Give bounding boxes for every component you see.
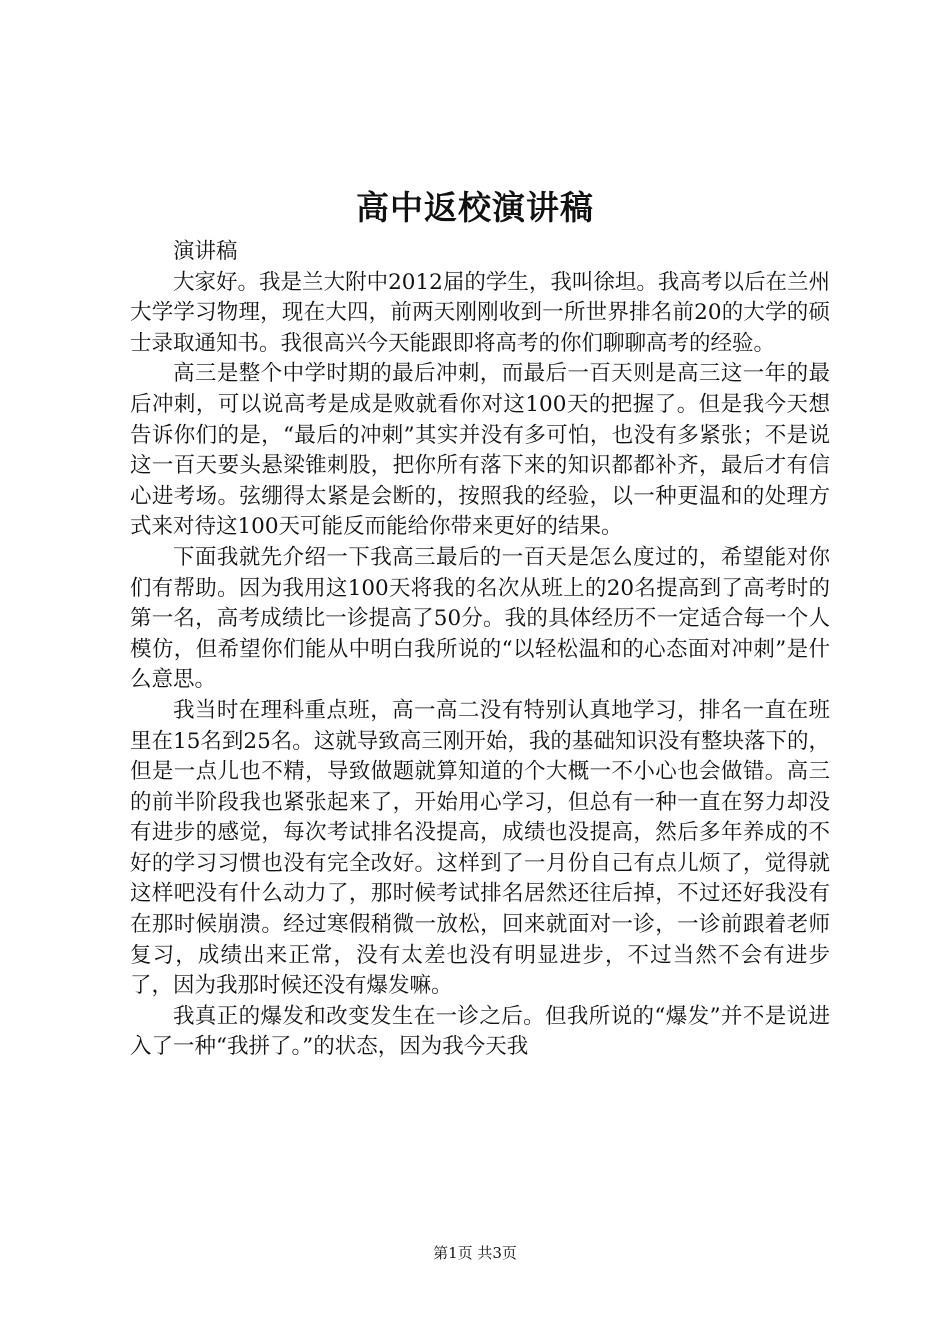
- page-footer: 第1页 共3页: [433, 1244, 517, 1262]
- paragraph: 我当时在理科重点班，高一高二没有特别认真地学习，排名一直在班里在15名到25名。这就导致高三刚开始，我的基础知识没有整块落下的，但是一点儿也不精，导致做题就算知道的个大概一不小心也会做错。高三的前半阶段我也紧张起来了，开始用心学习，但总有一种一直在努力却没有进步的感觉，每次考试排名没提高，成绩也没提高，然后多年养成的不好的学习习惯也没有完全改好。这样到了一月份自己有点儿烦了，觉得就这样吧没有什么动力了，那时候考试排名居然还往后掉，不过还好我没有在那时候崩溃。经过寒假稍微一放松，回来就面对一诊，一诊前跟着老师复习，成绩出来正常，没有太差也没有明显进步，不过当然不会有进步了，因为我那时候还没有爆发嘛。: [130, 697, 830, 999]
- paragraph-heading: 演讲稿: [173, 239, 238, 264]
- document-title: 高中返校演讲稿: [356, 188, 594, 227]
- paragraph: 大家好。我是兰大附中2012届的学生，我叫徐坦。我高考以后在兰州大学学习物理，现在大四，前两天刚刚收到一所世界排名前20的大学的硕士录取通知书。我很高兴今天能跟即将高考的你们聊聊高考的经验。: [130, 269, 830, 356]
- document-body: [130, 237, 830, 1063]
- paragraph: 高三是整个中学时期的最后冲刺，而最后一百天则是高三这一年的最后冲刺，可以说高考是成是败就看你对这100天的把握了。但是我今天想告诉你们的是，“最后的冲刺”其实并没有多可怕，也没有多紧张；不是说这一百天要头悬梁锥刺股，把你所有落下来的知识都都补齐，最后才有信心进考场。弦绷得太紧是会断的，按照我的经验，以一种更温和的处理方式来对待这100天可能反而能给你带来更好的结果。: [130, 361, 830, 540]
- paragraph: 我真正的爆发和改变发生在一诊之后。但我所说的“爆发”并不是说进入了一种“我拼了。”的状态，因为我今天我: [130, 1003, 830, 1060]
- paragraph: 下面我就先介绍一下我高三最后的一百天是怎么度过的，希望能对你们有帮助。因为我用这100天将我的名次从班上的20名提高到了高考时的第一名，高考成绩比一诊提高了50分。我的具体经历不一定适合每一个人模仿，但希望你们能从中明白我所说的“以轻松温和的心态面对冲刺”是什么意思。: [130, 544, 830, 693]
